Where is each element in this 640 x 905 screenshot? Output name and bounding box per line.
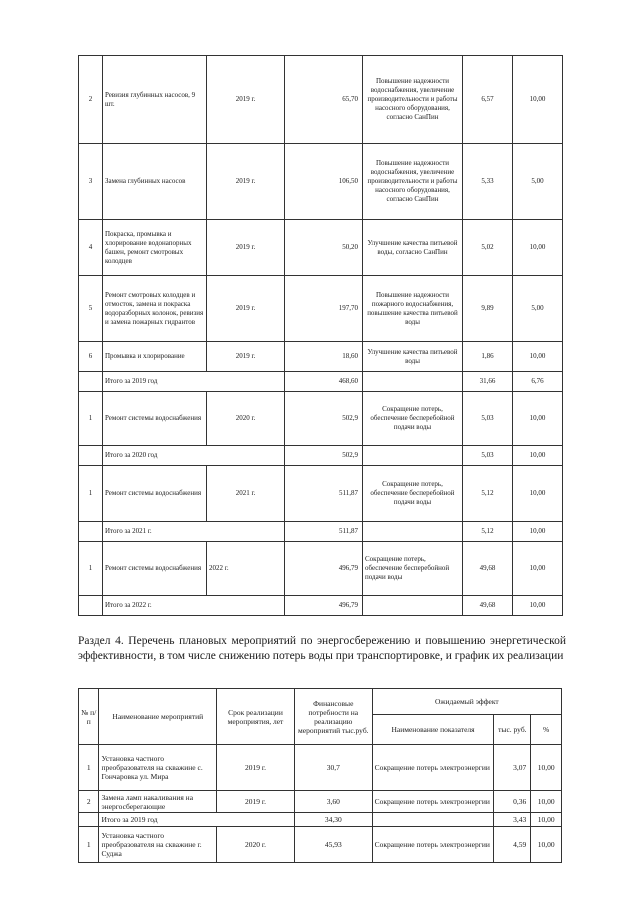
table-row (79, 745, 562, 791)
total-label: Итого за 2019 год (103, 372, 285, 392)
header-number: № п/ п (79, 689, 99, 745)
effect-value: 5,02 (463, 220, 513, 276)
total-value: 5,12 (463, 522, 513, 542)
row-number: 4 (79, 220, 103, 276)
measure-name: Промывка и хлорирование (103, 342, 207, 372)
row-number: 1 (79, 745, 99, 791)
effect-percent: 5,00 (513, 144, 563, 220)
total-value: 5,03 (463, 446, 513, 466)
measure-effect: Повышение надежности пожарного водоснабжения, повышение качества питьевой воды (363, 276, 463, 342)
measure-effect: Сокращение потерь электроэнергии (372, 827, 494, 863)
effect-value: 9,89 (463, 276, 513, 342)
measure-cost: 65,70 (285, 56, 363, 144)
measure-cost: 18,60 (285, 342, 363, 372)
measure-effect: Сокращение потерь электроэнергии (372, 745, 494, 791)
measure-cost: 45,93 (294, 827, 372, 863)
effect-percent: 10,00 (513, 466, 563, 522)
measure-effect: Сокращение потерь, обеспечение бесперебойной подачи воды (363, 466, 463, 522)
header-cost: Финансовые потребности на реализацию мероприятий тыс.руб. (294, 689, 372, 745)
measure-year: 2020 г. (207, 392, 285, 446)
total-value: 31,66 (463, 372, 513, 392)
measure-name: Ремонт системы водоснабжения (103, 466, 207, 522)
header-percent: % (531, 715, 562, 745)
measure-name: Замена ламп накаливания на энергосберегающие (99, 791, 217, 813)
measure-year: 2021 г. (207, 466, 285, 522)
measure-effect: Сокращение потерь электроэнергии (372, 791, 494, 813)
header-name: Наименование мероприятий (99, 689, 217, 745)
measure-year: 2019 г. (207, 144, 285, 220)
effect-value: 3,07 (494, 745, 531, 791)
effect-percent: 10,00 (531, 745, 562, 791)
total-label: Итого за 2021 г. (103, 522, 285, 542)
total-value: 49,68 (463, 596, 513, 616)
table-row (79, 827, 562, 863)
total-row (79, 446, 563, 466)
effect-value: 5,33 (463, 144, 513, 220)
measure-year: 2019 г. (207, 220, 285, 276)
total-row (79, 522, 563, 542)
total-row (79, 813, 562, 827)
effect-percent: 10,00 (513, 220, 563, 276)
measure-effect: Сокращение потерь, обеспечение бесперебойной подачи воды (363, 542, 463, 596)
measure-cost: 30,7 (294, 745, 372, 791)
effect-value: 5,12 (463, 466, 513, 522)
effect-percent: 10,00 (513, 56, 563, 144)
measure-year: 2019 г. (207, 56, 285, 144)
effect-percent: 10,00 (531, 827, 562, 863)
row-number: 1 (79, 542, 103, 596)
effect-value: 4,59 (494, 827, 531, 863)
table-row (79, 144, 563, 220)
effect-value: 5,03 (463, 392, 513, 446)
row-number: 2 (79, 791, 99, 813)
total-row (79, 596, 563, 616)
effect-value: 0,36 (494, 791, 531, 813)
measure-year: 2019 г. (207, 276, 285, 342)
measure-name: Установка частного преобразователя на скважине г. Суджа (99, 827, 217, 863)
measure-effect: Улучшение качества питьевой воды (363, 342, 463, 372)
table-row (79, 791, 562, 813)
total-cost: 468,60 (285, 372, 363, 392)
measure-name: Ревизия глубинных насосов, 9 шт. (103, 56, 207, 144)
effect-percent: 10,00 (513, 542, 563, 596)
measure-effect: Повышение надежности водоснабжения, увеличение производительности и работы насосного оборудования, согласно СанПин (363, 144, 463, 220)
total-cost: 502,9 (285, 446, 363, 466)
measure-year: 2019 г. (207, 342, 285, 372)
measure-cost: 106,50 (285, 144, 363, 220)
total-value: 3,43 (494, 813, 531, 827)
total-cost: 34,30 (294, 813, 372, 827)
table-row (79, 276, 563, 342)
measure-name: Ремонт смотровых колодцев и отмосток, замена и покраска водоразборных колонок, ревизия и замена пожарных гидрантов (103, 276, 207, 342)
table-row (79, 466, 563, 522)
effect-value: 49,68 (463, 542, 513, 596)
measure-effect: Повышение надежности водоснабжения, увеличение производительности и работы насосного оборудования, согласно СанПин (363, 56, 463, 144)
table-row (79, 220, 563, 276)
row-number: 5 (79, 276, 103, 342)
measure-year: 2019 г. (217, 745, 295, 791)
measure-cost: 197,70 (285, 276, 363, 342)
measure-year: 2022 г. (207, 542, 285, 596)
table-row (79, 542, 563, 596)
measure-effect: Сокращение потерь, обеспечение бесперебойной подачи воды (363, 392, 463, 446)
measure-cost: 502,9 (285, 392, 363, 446)
measure-name: Ремонт системы водоснабжения (103, 392, 207, 446)
measure-name: Ремонт системы водоснабжения (103, 542, 207, 596)
header-term: Срок реализации мероприятия, лет (217, 689, 295, 745)
total-percent: 10,00 (513, 446, 563, 466)
total-percent: 10,00 (513, 522, 563, 542)
table-row (79, 342, 563, 372)
row-number: 2 (79, 56, 103, 144)
measure-cost: 50,20 (285, 220, 363, 276)
total-label: Итого за 2020 год (103, 446, 285, 466)
effect-percent: 5,00 (513, 276, 563, 342)
effect-value: 1,86 (463, 342, 513, 372)
row-number: 1 (79, 827, 99, 863)
measure-cost: 496,79 (285, 542, 363, 596)
row-number: 1 (79, 392, 103, 446)
measure-cost: 511,87 (285, 466, 363, 522)
total-row (79, 372, 563, 392)
table-header-row (79, 689, 562, 715)
measure-name: Установка частного преобразователя на скважине с. Гончаровка ул. Мира (99, 745, 217, 791)
measure-year: 2020 г. (217, 827, 295, 863)
effect-percent: 10,00 (513, 342, 563, 372)
header-thousands: тыс. руб. (494, 715, 531, 745)
total-label: Итого за 2019 год (99, 813, 294, 827)
section-4-heading: Раздел 4. Перечень плановых мероприятий по энергосбережению и повышению энергетической эффективности, в том числе снижению потерь воды при транспортировке, и график их реализации (78, 635, 566, 662)
effect-value: 6,57 (463, 56, 513, 144)
total-percent: 10,00 (531, 813, 562, 827)
total-percent: 6,76 (513, 372, 563, 392)
measures-table-continued (78, 55, 563, 616)
measure-cost: 3,60 (294, 791, 372, 813)
header-indicator: Наименование показателя (372, 715, 494, 745)
total-cost: 511,87 (285, 522, 363, 542)
table-row (79, 56, 563, 144)
measure-effect: Улучшение качества питьевой воды, согласно СанПин (363, 220, 463, 276)
total-percent: 10,00 (513, 596, 563, 616)
measure-name: Покраска, промывка и хлорирование водонапорных башен, ремонт смотровых колодцев (103, 220, 207, 276)
measure-year: 2019 г. (217, 791, 295, 813)
row-number: 1 (79, 466, 103, 522)
energy-saving-table (78, 688, 562, 863)
effect-percent: 10,00 (531, 791, 562, 813)
effect-percent: 10,00 (513, 392, 563, 446)
row-number: 6 (79, 342, 103, 372)
measure-name: Замена глубинных насосов (103, 144, 207, 220)
row-number: 3 (79, 144, 103, 220)
total-cost: 496,79 (285, 596, 363, 616)
header-effect: Ожидаемый эффект (372, 689, 561, 715)
total-label: Итого за 2022 г. (103, 596, 285, 616)
table-row (79, 392, 563, 446)
